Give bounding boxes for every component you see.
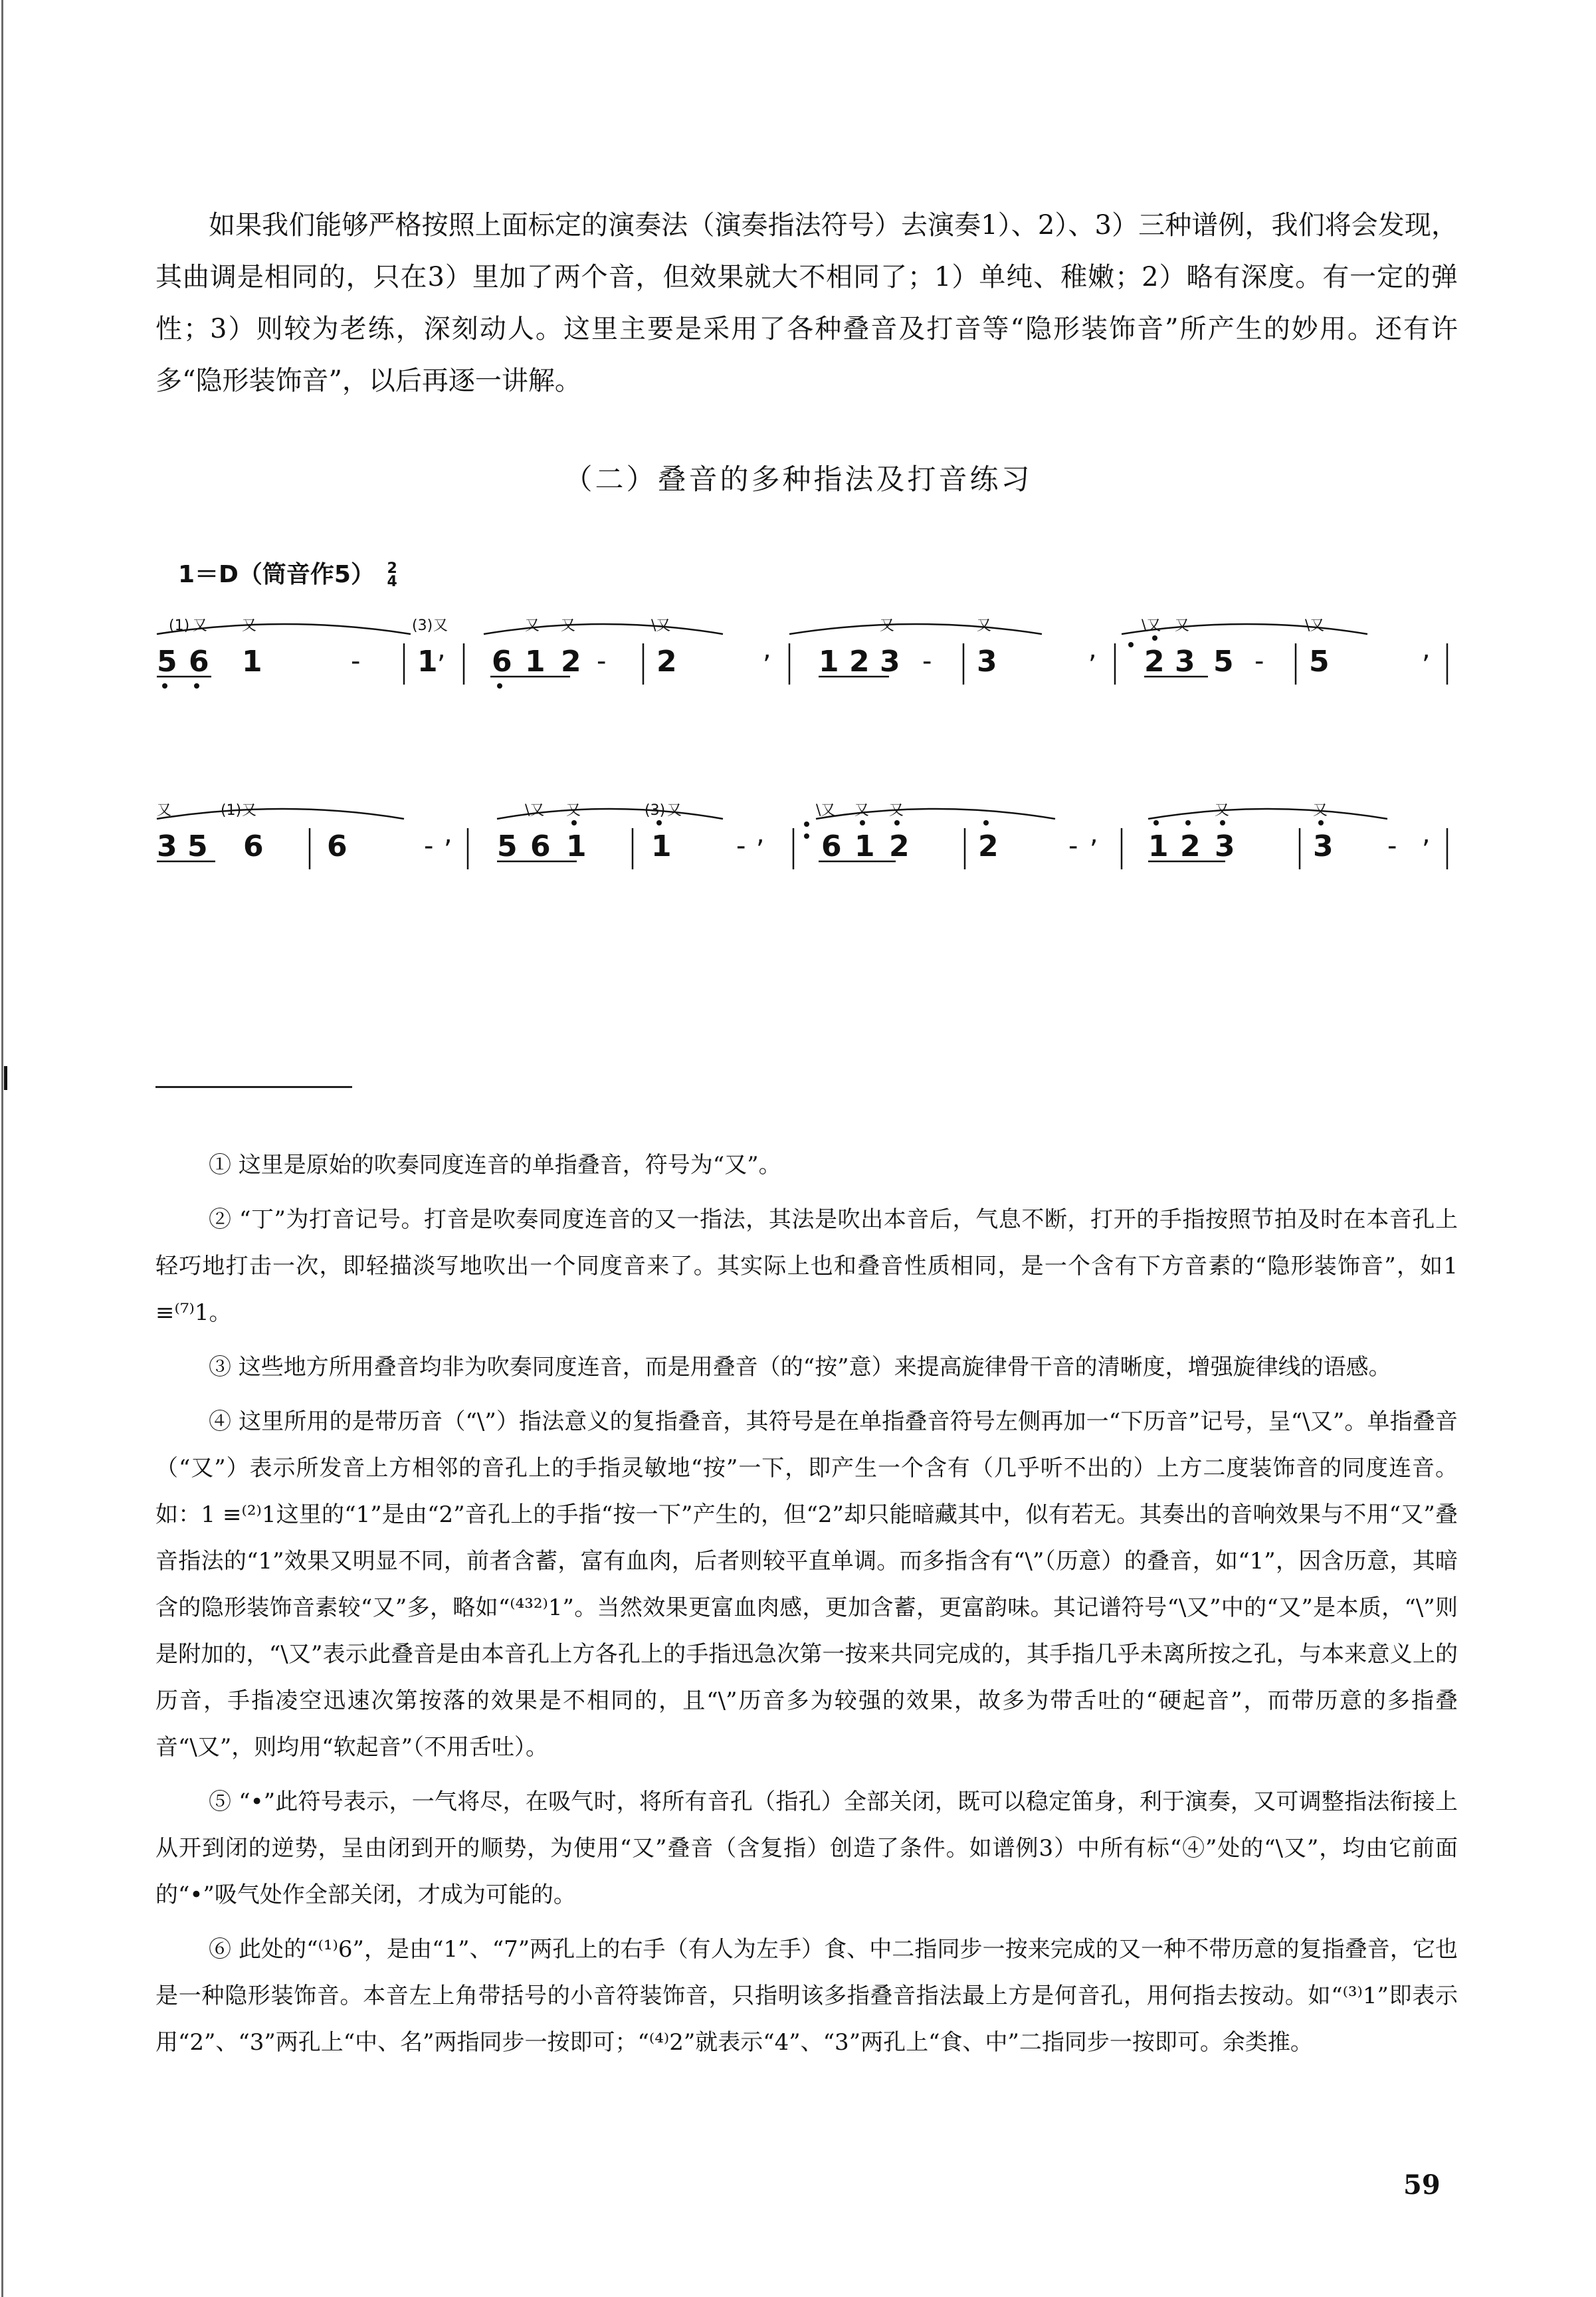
note: 3 — [1313, 829, 1334, 863]
note: 5 — [1213, 645, 1234, 679]
note: 3 — [157, 829, 177, 863]
note: 3 — [1215, 829, 1235, 863]
breath-dot — [1152, 635, 1157, 641]
dash: - — [1254, 646, 1264, 677]
breath-dot — [804, 833, 809, 839]
time-signature-bottom: 4 — [387, 574, 397, 590]
footnote-2: ② “丁”为打音记号。打音是吹奏同度连音的又一指法，其法是吹出本音后，气息不断，打开的手指按照节拍及时在本音孔上轻巧地打击一次，即轻描淡写地吹出一个同度音来了。其实际上也和叠音性质相同，是一个含有下方音素的“隐形装饰音”，如1 ≡⁽⁷⁾1。 — [155, 1206, 1458, 1326]
breath-mark: , — [763, 634, 771, 665]
note: 6 — [492, 645, 512, 679]
footnote-rule — [155, 1086, 352, 1088]
ornament-single: 又 — [889, 802, 904, 819]
low-dot — [162, 683, 167, 689]
high-dot — [860, 820, 865, 825]
ornament-circled: (3) — [412, 617, 433, 634]
breath-dot — [804, 821, 809, 827]
ornament-single: 又 — [561, 617, 576, 634]
note: 3 — [1175, 645, 1195, 679]
breath-dot — [1128, 642, 1134, 647]
breath-mark: , — [756, 819, 765, 849]
margin-mark — [4, 1066, 7, 1090]
time-signature — [387, 562, 397, 589]
ornament-single: 又 — [193, 617, 208, 634]
ornament-single: 又 — [566, 802, 581, 819]
score-row-2-notation — [151, 796, 1454, 883]
ornament-circled: (3) — [645, 802, 666, 819]
note: 5 — [157, 645, 177, 679]
breath-mark: , — [1422, 819, 1431, 849]
note: 1 — [242, 645, 262, 679]
ornament-compound: \又 — [651, 617, 671, 634]
high-dot — [1153, 820, 1159, 825]
note: 1 — [525, 645, 546, 679]
score-row-1-notation — [151, 611, 1454, 698]
ornament-compound: \又 — [1305, 617, 1325, 634]
note: 2 — [561, 645, 581, 679]
time-signature-top: 2 — [387, 560, 397, 577]
note: 2 — [1144, 645, 1165, 679]
footnote-4: ④ 这里所用的是带历音（“\”）指法意义的复指叠音，其符号是在单指叠音符号左侧再加一“下历音”记号，呈“\又”。单指叠音（“又”）表示所发音上方相邻的音孔上的手指灵敏地“按”一下，即产生一个含有（几乎听不出的）上方二度装饰音的同度连音。如：1 ≡⁽²⁾1这里的“1”是由“2”音孔上的手指“按一下”产生的，但“2”却只能暗藏其中，似有若无。其奏出的音响效果与不用“又”叠音指法的“1”效果又明显不同，前者含蓄，富有血肉，后者则较平直单调。而多指含有“\”（历意）的叠音，如“1”，因含历意，其暗含的隐形装饰音素较“又”多，略如“⁽⁴³²⁾1”。当然效果更富血肉感，更加含蓄，更富韵味。其记谱符号“\又”中的“又”是本质，“\”则是附加的，“\又”表示此叠音是由本音孔上方各孔上的手指迅急次第一按来共同完成的，其手指几乎未离所按之孔，与本来意义上的历音，手指凌空迅速次第按落的效果是不相同的，且“\”历音多为较强的效果，故多为带舌吐的“硬起音”，而带历意的多指叠音“\又”，则均用“软起音”（不用舌吐）。 — [155, 1408, 1458, 1761]
note: 6 — [243, 829, 264, 863]
note: 6 — [530, 829, 551, 863]
dash: - — [922, 646, 932, 677]
footnote-1: ① 这里是原始的吹奏同度连音的单指叠音，符号为“又”。 — [209, 1152, 781, 1178]
footnotes — [155, 1142, 1458, 2074]
dash: - — [351, 646, 361, 677]
note: 2 — [849, 645, 870, 679]
ornament-single: 又 — [1313, 802, 1328, 819]
high-dot — [1220, 820, 1225, 825]
note: 5 — [497, 829, 518, 863]
breath-mark: , — [1422, 634, 1431, 665]
high-dot — [571, 820, 577, 825]
ornament-single: 又 — [880, 617, 895, 634]
note: 2 — [656, 645, 677, 679]
note: 2 — [889, 829, 910, 863]
slur — [816, 809, 1055, 819]
high-dot — [1185, 820, 1191, 825]
ornament-tap: (1) — [169, 617, 190, 634]
low-dot — [497, 683, 502, 689]
breath-mark: , — [444, 819, 452, 849]
note: 5 — [187, 829, 208, 863]
high-dot — [894, 820, 900, 825]
page-edge-rule — [1, 0, 3, 2297]
dash: - — [597, 646, 607, 677]
footnote-5: ⑤ “•”此符号表示，一气将尽，在吸气时，将所有音孔（指孔）全部关闭，既可以稳定笛身，利于演奏，又可调整指法衔接上从开到闭的逆势，呈由闭到开的顺势，为使用“又”叠音（含复指）创造了条件。如谱例3）中所有标“④”处的“\又”，均由它前面的“•”吸气处作全部关闭，才成为可能的。 — [155, 1789, 1458, 1908]
low-dot — [194, 683, 199, 689]
slur — [484, 624, 723, 634]
body-text — [155, 199, 1458, 407]
breath-mark: , — [1088, 634, 1097, 665]
note: 3 — [977, 645, 997, 679]
body-paragraph: 如果我们能够严格按照上面标定的演奏法（演奏指法符号）去演奏1）、2）、3）三种谱例，我们将会发现，其曲调是相同的，只在3）里加了两个音，但效果就大不相同了；1）单纯、稚嫩；2）略有深度。有一定的弹性；3）则较为老练，深刻动人。这里主要是采用了各种叠音及打音等“隐形装饰音”所产生的妙用。还有许多“隐形装饰音”，以后再逐一讲解。 — [155, 210, 1458, 396]
ornament-single: 又 — [854, 802, 870, 819]
slur — [789, 624, 1042, 634]
note: 1 — [854, 829, 875, 863]
ornament-single: 又 — [242, 617, 257, 634]
score-row-2 — [151, 796, 1454, 883]
dash: - — [1068, 831, 1078, 861]
note: 3 — [880, 645, 900, 679]
section-title: （二）叠音的多种指法及打音练习 — [563, 463, 1033, 496]
ornament-single: 又 — [433, 617, 449, 634]
ornament-single: 又 — [667, 802, 682, 819]
note: 1 — [417, 645, 438, 679]
breath-mark: , — [1090, 819, 1098, 849]
ornament-single: 又 — [1175, 617, 1190, 634]
key-signature-text: 1＝D（筒音作5） — [178, 561, 375, 588]
ornament-compound: \又 — [525, 802, 545, 819]
note: 6 — [821, 829, 842, 863]
score-row-1 — [151, 611, 1454, 698]
slur — [157, 809, 404, 819]
dash: - — [736, 831, 746, 861]
ornament-single: 又 — [977, 617, 992, 634]
dash: - — [424, 831, 434, 861]
note: 1 — [651, 829, 672, 863]
key-signature — [178, 556, 397, 590]
breath-mark: , — [437, 634, 446, 665]
note: 2 — [1180, 829, 1201, 863]
high-dot — [656, 820, 662, 825]
dash: - — [1387, 831, 1397, 861]
ornament-compound: \又 — [816, 802, 836, 819]
ornament-single: 又 — [1215, 802, 1230, 819]
ornament-single: 又 — [525, 617, 540, 634]
note: 5 — [1309, 645, 1330, 679]
note: 1 — [566, 829, 587, 863]
note: 6 — [189, 645, 209, 679]
ornament-compound: \又 — [1142, 617, 1161, 634]
page-number: 59 — [1403, 2169, 1441, 2201]
slur — [1148, 809, 1387, 819]
high-dot — [983, 820, 989, 825]
ornament-single: 又 — [242, 802, 257, 819]
note: 6 — [327, 829, 348, 863]
footnote-3: ③ 这些地方所用叠音均非为吹奏同度连音，而是用叠音（的“按”意）来提高旋律骨干音的清晰度，增强旋律线的语感。 — [209, 1354, 1391, 1380]
ornament-single: 又 — [157, 802, 172, 819]
note: 2 — [978, 829, 999, 863]
note: 1 — [1148, 829, 1169, 863]
footnote-6: ⑥ 此处的“⁽¹⁾6”，是由“1”、“7”两孔上的右手（有人为左手）食、中二指同步一按来完成的又一种不带历意的复指叠音，它也是一种隐形装饰音。本音左上角带括号的小音符装饰音，只指明该多指叠音指法最上方是何音孔，用何指去按动。如“⁽³⁾1”即表示用“2”、“3”两孔上“中、名”两指同步一按即可；“⁽⁴⁾2”就表示“4”、“3”两孔上“食、中”二指同步一按即可。余类推。 — [155, 1936, 1458, 2056]
ornament-circled: (1) — [221, 802, 242, 819]
note: 1 — [819, 645, 839, 679]
high-dot — [1318, 820, 1324, 825]
